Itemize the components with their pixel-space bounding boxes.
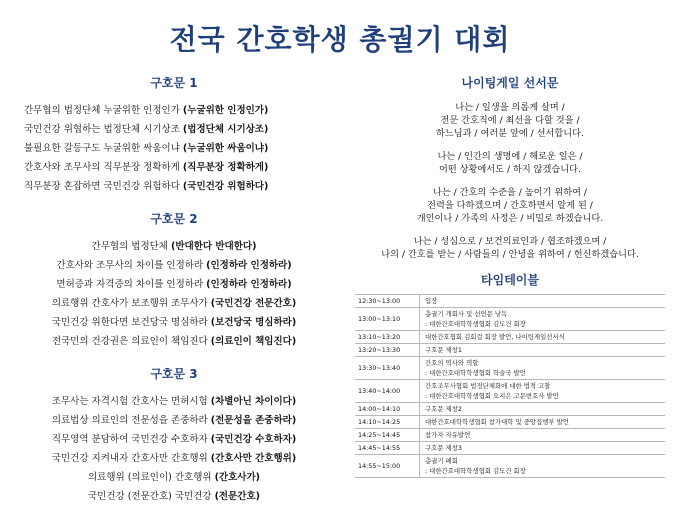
chant-line <box>24 294 324 313</box>
time-cell: 13:20~13:30 <box>355 344 420 357</box>
chant-response: (간호사만 간호행위) <box>210 453 297 464</box>
chant-line <box>24 256 324 275</box>
chant-line <box>24 449 324 468</box>
chant-response: (간호사가) <box>214 472 260 483</box>
chant-text: 간무협의 법정단체 누굴위한 인정인가 <box>24 105 183 116</box>
description-cell <box>420 429 666 442</box>
table-row <box>355 344 665 357</box>
oath-line: 나의 / 간호를 받는 / 사람들의 / 안녕을 위하여 / 헌신하겠습니다. <box>381 249 639 260</box>
chant-title: 구호문 1 <box>150 76 198 90</box>
description-cell <box>420 357 666 380</box>
description-line: 참가자 자유발언 <box>425 431 471 439</box>
chant-text: 간호사와 조무사의 직무분장 정확하게 <box>24 162 183 173</box>
chant-line <box>24 392 324 411</box>
oath-line: 나는 / 성심으로 / 보건의료인과 / 협조하겠으며 / <box>413 236 607 247</box>
timetable <box>355 294 665 478</box>
oath-stanza <box>355 150 665 176</box>
chant-text: 조무사는 자격시험 간호사는 면허시험 <box>51 396 211 407</box>
chant-response: (의료인이 책임진다) <box>210 336 297 347</box>
chant-line <box>24 313 324 332</box>
chant-line <box>24 275 324 294</box>
description-line: 간호의 역사와 역할 <box>425 359 479 367</box>
right-column <box>355 74 665 478</box>
description-cell <box>420 442 666 455</box>
chant-response: (누굴위한 싸움이냐) <box>182 143 269 154</box>
description-line: 간호조무사협회 법정단체화에 대한 법적 고찰 <box>425 382 551 390</box>
description-line: 대한간호협회 김회걸 회장 발언, 나이팅게일선서식 <box>425 333 565 341</box>
oath-line: 개인이나 / 가족의 사정은 / 비밀로 하겠습니다. <box>416 213 604 224</box>
chant-lines <box>24 101 324 196</box>
description-cell <box>420 403 666 416</box>
chant-response: (반대한다 반대한다) <box>171 241 257 252</box>
chant-response: (전문성을 존중하라) <box>210 415 297 426</box>
oath-stanza <box>355 186 665 225</box>
time-cell: 12:30~13:00 <box>355 295 420 308</box>
chant-response: (차별아닌 차이이다) <box>210 396 297 407</box>
chant-response: (보건당국 명심하라) <box>210 317 297 328</box>
oath-line: 하느님과 / 여러분 앞에 / 선서합니다. <box>436 128 584 139</box>
description-cell <box>420 331 666 344</box>
chant-response: (인정하라 인정하라) <box>206 260 292 271</box>
chant-section-3 <box>24 365 324 506</box>
description-line: 입장 <box>425 297 438 305</box>
time-cell: 14:55~15:00 <box>355 455 420 478</box>
chant-response: (국민건강 위험하다) <box>182 181 269 192</box>
chant-title: 구호문 2 <box>150 212 198 226</box>
time-cell: 14:25~14:45 <box>355 429 420 442</box>
chant-response: (누굴위한 인정인가) <box>182 105 269 116</box>
oath-title: 나이팅게일 선서문 <box>461 76 559 90</box>
time-cell: 13:00~13:10 <box>355 308 420 331</box>
chant-text: 국민건강 위한다면 보건당국 명심하라 <box>51 317 211 328</box>
chant-line <box>24 158 324 177</box>
chant-text: 국민건강 지켜내자 간호사만 간호행위 <box>51 453 211 464</box>
description-line: 총궐기 폐회 <box>425 457 458 465</box>
oath-text <box>355 101 665 261</box>
chant-text: 전국민의 건강권은 의료인이 책임진다 <box>51 336 211 347</box>
chant-section-1 <box>24 74 324 196</box>
chant-text: 면허증과 자격증의 차이를 인정하라 <box>56 279 207 290</box>
chant-response: (국민건강 수호하자) <box>210 434 297 445</box>
oath-line: 전력을 다하겠으며 / 간호하면서 알게 된 / <box>427 200 593 211</box>
chant-title: 구호문 3 <box>150 367 198 381</box>
description-line: : 대한간호대학학생협회 오지은 고문변호사 발언 <box>425 392 559 400</box>
table-row <box>355 416 665 429</box>
table-row <box>355 455 665 478</box>
time-cell: 13:40~14:00 <box>355 380 420 403</box>
chant-response: (직무분장 정확하게) <box>182 162 269 173</box>
oath-line: 전문 간호직에 / 최선을 다할 것을 / <box>440 115 580 126</box>
chant-line <box>24 332 324 351</box>
table-row <box>355 429 665 442</box>
chant-text: 간무협의 법정단체 <box>91 241 172 252</box>
oath-stanza <box>355 235 665 261</box>
description-cell <box>420 308 666 331</box>
description-cell <box>420 380 666 403</box>
description-cell <box>420 344 666 357</box>
chant-response: (국민건강 전문간호) <box>210 298 297 309</box>
chant-text: 직무분장 혼잡하면 국민건강 위험하다 <box>24 181 183 192</box>
oath-stanza <box>355 101 665 140</box>
chant-lines <box>24 392 324 506</box>
time-cell: 14:00~14:10 <box>355 403 420 416</box>
description-line: 대한간호대학학생협회 참가대학 및 중앙집행부 발언 <box>425 418 569 426</box>
chant-lines <box>24 237 324 351</box>
table-row <box>355 357 665 380</box>
chant-line <box>24 237 324 256</box>
chant-line <box>24 411 324 430</box>
description-line: 구호문 제창3 <box>425 444 462 452</box>
description-line: : 대한간호대학학생협회 김도건 회장 <box>425 467 526 475</box>
chant-section-2 <box>24 210 324 351</box>
time-cell: 14:45~14:55 <box>355 442 420 455</box>
chant-line <box>24 487 324 506</box>
timetable-title: 타임테이블 <box>481 273 539 287</box>
table-row <box>355 308 665 331</box>
chant-text: 국민건강 (전문간호) 국민건강 <box>87 491 215 502</box>
chant-text: 직무영역 분담하여 국민건강 수호하자 <box>51 434 211 445</box>
chant-line <box>24 139 324 158</box>
table-row <box>355 403 665 416</box>
chant-line <box>24 468 324 487</box>
chant-text: 의료행위 (의료인이) 간호행위 <box>87 472 215 483</box>
chant-line <box>24 120 324 139</box>
time-cell: 13:10~13:20 <box>355 331 420 344</box>
description-line: 총궐기 개회사 및 선언문 낭독 <box>425 310 508 318</box>
description-cell <box>420 295 666 308</box>
chant-text: 불필요한 갈등구도 누굴위한 싸움이냐 <box>24 143 183 154</box>
chant-line <box>24 101 324 120</box>
chant-text: 의료법상 의료인의 전문성을 존중하라 <box>51 415 211 426</box>
oath-line: 어떤 상황에서도 / 하지 않겠습니다. <box>439 164 581 175</box>
table-row <box>355 442 665 455</box>
oath-line: 나는 / 일생을 의롭게 살며 / <box>455 102 565 113</box>
table-row <box>355 380 665 403</box>
chant-text: 국민건강 위협하는 법정단체 시기상조 <box>24 124 183 135</box>
chants-column <box>24 74 324 520</box>
chant-line <box>24 430 324 449</box>
chant-response: (전문간호) <box>214 491 260 502</box>
page-title: 전국 간호학생 총궐기 대회 <box>169 23 511 56</box>
chant-response: (법정단체 시기상조) <box>182 124 269 135</box>
description-line: : 대한간호대학학생협회 김도건 회장 <box>425 320 526 328</box>
description-line: : 대한간호대학학생협회 학술국 발언 <box>425 369 526 377</box>
description-cell <box>420 455 666 478</box>
chant-response: (인정하라 인정하라) <box>206 279 292 290</box>
description-line: 구호문 제창2 <box>425 405 462 413</box>
oath-line: 나는 / 인간의 생명에 / 해로운 일은 / <box>437 151 583 162</box>
chant-line <box>24 177 324 196</box>
table-row <box>355 331 665 344</box>
oath-line: 나는 / 간호의 수준을 / 높이기 위하여 / <box>433 187 587 198</box>
description-cell <box>420 416 666 429</box>
chant-text: 의료행위 간호사가 보조행위 조무사가 <box>51 298 211 309</box>
table-row <box>355 295 665 308</box>
time-cell: 14:10~14:25 <box>355 416 420 429</box>
chant-text: 간호사와 조무사의 차이를 인정하라 <box>56 260 207 271</box>
description-line: 구호문 제창1 <box>425 346 462 354</box>
time-cell: 13:30~13:40 <box>355 357 420 380</box>
